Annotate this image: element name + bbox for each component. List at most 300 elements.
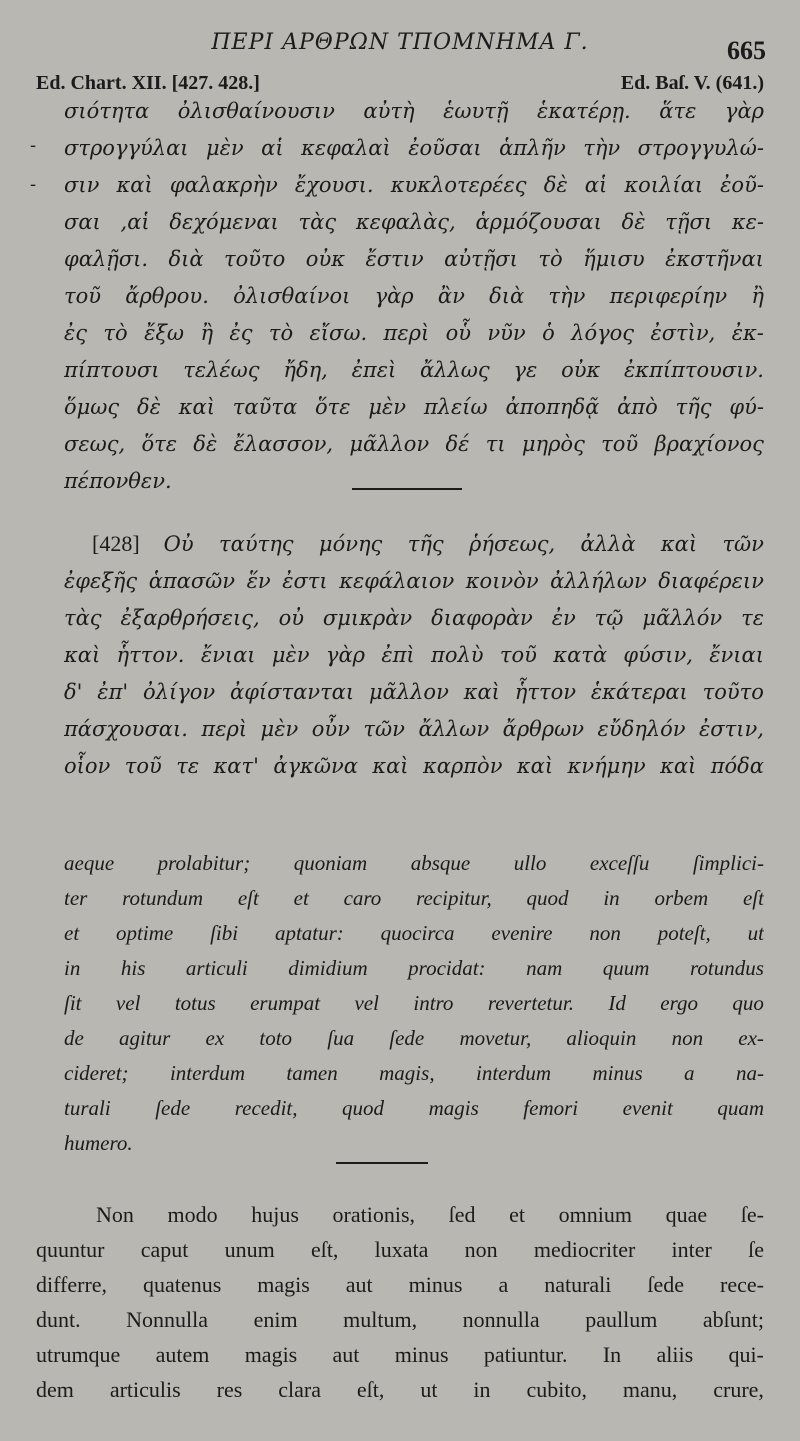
text-line [64, 1021, 764, 1055]
word: luxata [374, 1237, 429, 1262]
word: abſunt; [702, 1307, 764, 1332]
word: φαλῇσι. [64, 247, 149, 271]
word: σαι [64, 210, 101, 234]
word: enim [253, 1307, 298, 1332]
word: οὖν [311, 717, 350, 741]
word: λόγος [571, 321, 635, 345]
word: καὶ [64, 643, 101, 667]
word: quoniam [293, 851, 368, 875]
word: ἑκάτεραι [590, 680, 688, 704]
word: quo [732, 991, 764, 1015]
word: hujus [251, 1202, 299, 1227]
word: τὴν [583, 136, 621, 160]
word: καὶ [372, 754, 409, 778]
word: In [602, 1342, 622, 1367]
word: τὰς [64, 606, 102, 630]
word: intro [413, 991, 454, 1015]
word: magis [257, 1272, 310, 1297]
word: in [603, 886, 620, 910]
word: τι [485, 432, 506, 456]
word: ἐς [64, 321, 88, 345]
word: εἴσω. [309, 321, 368, 345]
word: ὀλισθαίνουσιν [177, 99, 335, 123]
word: patiuntur. [483, 1342, 568, 1367]
text-line [64, 564, 764, 598]
word: et [64, 921, 80, 945]
word: κοιλίαι [624, 173, 703, 197]
word: ἐν [551, 606, 576, 630]
word: τε [176, 754, 200, 778]
word: ἐστὶν, [650, 321, 716, 345]
word: ἤδη, [283, 358, 328, 382]
word: rotundum [122, 886, 204, 910]
word: utrumque [36, 1342, 121, 1367]
word: ex- [738, 1026, 764, 1050]
word: περὶ [201, 717, 248, 741]
word: οὐκ [305, 247, 345, 271]
word: ἐκπίπτουσιν. [624, 358, 764, 382]
word: non [464, 1237, 498, 1262]
word: optime [116, 921, 174, 945]
word: inter [671, 1237, 712, 1262]
word: ἢ [200, 321, 214, 345]
word: γὰρ [724, 99, 764, 123]
text-line [36, 1233, 764, 1267]
word: non [589, 921, 621, 945]
word: ἔξω [144, 321, 185, 345]
word: modo [167, 1202, 218, 1227]
word: toto [259, 1026, 293, 1050]
word: mediocriter [533, 1237, 636, 1262]
word: διαφορὰν [431, 606, 533, 630]
word: orbem [654, 886, 709, 910]
word: κεφαλαὶ [301, 136, 391, 160]
word: alioquin [566, 1026, 637, 1050]
word: articuli [185, 956, 248, 980]
word: τὸ [103, 321, 128, 345]
word: dem [36, 1377, 74, 1402]
word: τοῦτο [224, 247, 286, 271]
word: ὀλίγον [143, 680, 216, 704]
word: τῇσι [665, 210, 713, 234]
word: ,αἱ [120, 210, 150, 234]
word: ἀγκῶνα [273, 754, 358, 778]
word: πολὺ [431, 643, 484, 667]
word: καὶ [660, 532, 698, 556]
word: καὶ [116, 173, 153, 197]
text-line [64, 749, 764, 783]
text-line [36, 1373, 764, 1407]
word: ἐκστῆναι [665, 247, 764, 271]
text-line [36, 1303, 764, 1337]
word: ſede [389, 1026, 425, 1050]
word: exceſſu [589, 851, 650, 875]
word: οἷον [64, 754, 111, 778]
word: πλείω [423, 395, 488, 419]
word: εὔδηλόν [597, 717, 686, 741]
edition-page-marker: [428] [92, 531, 140, 556]
word: περιφερίην [609, 284, 728, 308]
word: prolabitur; [157, 851, 251, 875]
word: eſt [237, 886, 259, 910]
word: ἀπὸ [617, 395, 658, 419]
word: δ' [64, 680, 83, 704]
word: ἄρθρων [502, 717, 585, 741]
word: poteſt, [657, 921, 711, 945]
word: agitur [119, 1026, 171, 1050]
word: καὶ [660, 754, 697, 778]
word: ullo [513, 851, 547, 875]
word: revertetur. [487, 991, 574, 1015]
word: minus [394, 1342, 449, 1367]
word: ἐφεξῆς [64, 569, 138, 593]
word: τὸ [268, 321, 294, 345]
word: ἧττον. [116, 643, 185, 667]
word: turali [64, 1096, 111, 1120]
word: ταύτης [219, 532, 294, 556]
word: minus [592, 1061, 643, 1085]
word: ex [205, 1026, 225, 1050]
word: αἱ [584, 173, 608, 197]
word: ἐξαρθρήσεις, [120, 606, 260, 630]
edition-reference-chartier: Ed. Chart. XII. [427. 428.] [36, 72, 260, 94]
word: καὶ [516, 754, 554, 778]
word: σιν [64, 173, 100, 197]
word: μόνης [318, 532, 383, 556]
word: nonnulla [462, 1307, 540, 1332]
word: aptatur: [274, 921, 344, 945]
text-line [64, 675, 764, 709]
margin-mark: - [30, 174, 37, 195]
word: αἱ [261, 136, 284, 160]
word: τοῦ [64, 284, 102, 308]
word: ſibi [210, 921, 239, 945]
word: eſt [742, 886, 764, 910]
word: caro [343, 886, 382, 910]
text-line [64, 168, 764, 202]
text-line: πέπονθεν. [64, 469, 172, 493]
word: quatenus [143, 1272, 222, 1297]
word: vel [115, 991, 141, 1015]
word: διὰ [168, 247, 204, 271]
word: πόδα [710, 754, 764, 778]
word: ὅμως [64, 395, 120, 419]
word: omnium [558, 1202, 632, 1227]
word: ῥήσεως, [469, 532, 556, 556]
word: τῷ [594, 606, 624, 630]
text-line [64, 1056, 764, 1090]
word: caput [140, 1237, 189, 1262]
word: unum [224, 1237, 275, 1262]
word: crure, [713, 1377, 764, 1402]
word: στρογγυλώ- [637, 136, 764, 160]
word: de [64, 1026, 84, 1050]
first-line-text [164, 527, 764, 561]
text-line [64, 1091, 764, 1125]
word: ut [420, 1377, 438, 1402]
word: οὐ [278, 606, 305, 630]
word: magis [244, 1342, 298, 1367]
word: interdum [475, 1061, 552, 1085]
word: ἐοῦσαι [408, 136, 482, 160]
word: αὐτῇσι [444, 247, 518, 271]
word: quod [342, 1096, 385, 1120]
word: ἄλλων [418, 717, 490, 741]
word: τῆς [407, 532, 444, 556]
word: τῆς [675, 395, 712, 419]
word: τὸ [538, 247, 563, 271]
word: τοῦ [124, 754, 162, 778]
word: quum [602, 956, 650, 980]
text-line [64, 316, 764, 350]
word: aeque [64, 851, 115, 875]
word: ὅτε [141, 432, 177, 456]
text-line [36, 1268, 764, 1302]
word: διαφέρειν [658, 569, 764, 593]
word: ἢ [751, 284, 764, 308]
word: καὶ [178, 395, 215, 419]
word: ἧττον [514, 680, 577, 704]
word: absque [410, 851, 471, 875]
word: κεφαλὰς, [355, 210, 456, 234]
word: δέ [445, 432, 470, 456]
word: rotundus [690, 956, 764, 980]
word: καρπὸν [422, 754, 503, 778]
word: ſit [64, 991, 82, 1015]
word: clara [278, 1377, 321, 1402]
word: vel [354, 991, 379, 1015]
word: Id [608, 991, 626, 1015]
word: ἂν [437, 284, 465, 308]
word: magis, [379, 1061, 435, 1085]
word: eſt, [356, 1377, 385, 1402]
word: rece- [720, 1272, 764, 1297]
text-line: humero. [64, 1131, 133, 1155]
word: ἔλασσον, [233, 432, 334, 456]
word: in [64, 956, 81, 980]
word: evenire [491, 921, 553, 945]
word: ſimplici- [692, 851, 764, 875]
word: Nonnulla [126, 1307, 209, 1332]
word: ἔνιαι [200, 643, 256, 667]
word: μὲν [368, 395, 407, 419]
word: magis [428, 1096, 479, 1120]
word: ἐς [229, 321, 253, 345]
word: κατ' [213, 754, 259, 778]
word: multum, [343, 1307, 418, 1332]
word: ἑωυτῇ [443, 99, 509, 123]
word: κυκλοτερέες [390, 173, 527, 197]
word: σμικρὰν [322, 606, 413, 630]
text-line [64, 353, 764, 387]
word: μηρὸς [521, 432, 585, 456]
word: μὲν [206, 136, 244, 160]
word: ἅτε [659, 99, 697, 123]
word: minus [408, 1272, 463, 1297]
word: ἀποπηδᾷ [505, 395, 600, 419]
page-number: 665 [727, 36, 766, 65]
word: nam [526, 956, 563, 980]
word: movetur, [459, 1026, 532, 1050]
word: ἄλλως [419, 358, 490, 382]
word: erumpat [250, 991, 321, 1015]
word: ter [64, 886, 88, 910]
word: quae [665, 1202, 708, 1227]
word: paullum [585, 1307, 658, 1332]
word: et [293, 886, 309, 910]
word: ἐπεὶ [351, 358, 397, 382]
margin-mark: - [30, 135, 37, 156]
word: quocirca [380, 921, 455, 945]
word: ſe [748, 1237, 764, 1262]
word: οὐκ [561, 358, 601, 382]
text-line [64, 205, 764, 239]
word: σιότητα [64, 99, 150, 123]
word: ἀλλήλων [550, 569, 647, 593]
word: his [120, 956, 146, 980]
word: dimidium [288, 956, 368, 980]
word: res [216, 1377, 243, 1402]
word: a [498, 1272, 509, 1297]
word: cubito, [526, 1377, 587, 1402]
text-line [64, 131, 764, 165]
word: quod [526, 886, 569, 910]
word: ergo [660, 991, 698, 1015]
word: σεως, [64, 432, 126, 456]
word: ἀλλὰ [580, 532, 636, 556]
word: ἁπλῆν [499, 136, 566, 160]
word: ſua [327, 1026, 355, 1050]
text-line [64, 94, 764, 128]
word: Οὐ [163, 532, 194, 556]
word: ἀφίστανται [230, 680, 355, 704]
text-line [64, 986, 764, 1020]
word: quam [717, 1096, 764, 1120]
text-line [64, 279, 764, 313]
word: ἕν [246, 569, 271, 593]
word: τοῦ [499, 643, 537, 667]
word: μᾶλλον [349, 432, 430, 456]
word: κεφάλαιον [339, 569, 455, 593]
word: na- [735, 1061, 764, 1085]
word: aut [332, 1342, 360, 1367]
word: ἁρμόζουσαι [475, 210, 602, 234]
word: in [473, 1377, 491, 1402]
word: ἐοῦ- [720, 173, 764, 197]
word: γε [513, 358, 538, 382]
word: τοῦ [601, 432, 639, 456]
word: naturali [544, 1272, 612, 1297]
word: ταῦτα [232, 395, 298, 419]
word: ἔστιν [365, 247, 424, 271]
word: δὲ [137, 395, 161, 419]
text-line [64, 951, 764, 985]
word: στρογγύλαι [64, 136, 189, 160]
word: femori [523, 1096, 579, 1120]
word: καὶ [463, 680, 500, 704]
word: ἥμισυ [583, 247, 645, 271]
word: φαλακρὴν [169, 173, 278, 197]
word: ut [747, 921, 764, 945]
word: ſed [448, 1202, 476, 1227]
word: ἄρθρου. [125, 284, 209, 308]
text-line [96, 1198, 764, 1232]
text-line [36, 1338, 764, 1372]
word: interdum [169, 1061, 245, 1085]
text-line [64, 881, 764, 915]
word: πίπτουσι [64, 358, 160, 382]
word: φύσιν, [623, 643, 693, 667]
word: ſe- [740, 1202, 764, 1227]
word: ἑκατέρῃ. [537, 99, 631, 123]
word: totus [174, 991, 216, 1015]
word: οὗ [445, 321, 471, 345]
word: κε- [731, 210, 764, 234]
edition-reference-basel: Ed. Baſ. V. (641.) [620, 72, 764, 94]
word: βραχίονος [654, 432, 764, 456]
word: τὴν [548, 284, 586, 308]
word: ἁπασῶν [148, 569, 236, 593]
word: recedit, [234, 1096, 298, 1120]
text-line [64, 390, 764, 424]
word: ἐστιν, [699, 717, 764, 741]
word: cideret; [64, 1061, 129, 1085]
word: qui- [728, 1342, 764, 1367]
section-divider [352, 488, 462, 490]
word: procidat: [408, 956, 486, 980]
word: ὀλισθαίνοι [233, 284, 351, 308]
word: τῶν [363, 717, 405, 741]
running-title: ΠΕΡΙ ΑΡΘΡΩΝ ΤΠΟΜΝΗΜΑ Γ. [211, 30, 589, 55]
word: μὲν [271, 643, 310, 667]
word: τελέως [183, 358, 260, 382]
word: κατὰ [553, 643, 608, 667]
word: αὐτὴ [363, 99, 415, 123]
word: autem [155, 1342, 210, 1367]
text-line [64, 916, 764, 950]
word: ἔχουσι. [294, 173, 374, 197]
word: τε [741, 606, 764, 630]
text-line [92, 527, 764, 561]
word: ἐκ- [731, 321, 764, 345]
text-line [64, 242, 764, 276]
text-line [64, 712, 764, 746]
word: τῶν [722, 532, 764, 556]
word: ἐστι [282, 569, 328, 593]
word: ἔνιαι [709, 643, 764, 667]
word: κοινὸν [465, 569, 539, 593]
word: differre, [36, 1272, 108, 1297]
word: ὁ [542, 321, 555, 345]
word: Non [96, 1202, 134, 1227]
word: πάσχουσαι. [64, 717, 188, 741]
word: articulis [109, 1377, 181, 1402]
word: aliis [656, 1342, 694, 1367]
word: orationis, [332, 1202, 416, 1227]
word: δὲ [621, 210, 646, 234]
word: evenit [622, 1096, 673, 1120]
word: aut [345, 1272, 373, 1297]
word: φύ- [729, 395, 764, 419]
word: non [671, 1026, 704, 1050]
word: a [684, 1061, 695, 1085]
word: τοῦτο [702, 680, 764, 704]
word: μᾶλλον [368, 680, 449, 704]
word: διὰ [489, 284, 525, 308]
word: ἐπ' [97, 680, 129, 704]
word: τὰς [298, 210, 337, 234]
word: manu, [622, 1377, 678, 1402]
